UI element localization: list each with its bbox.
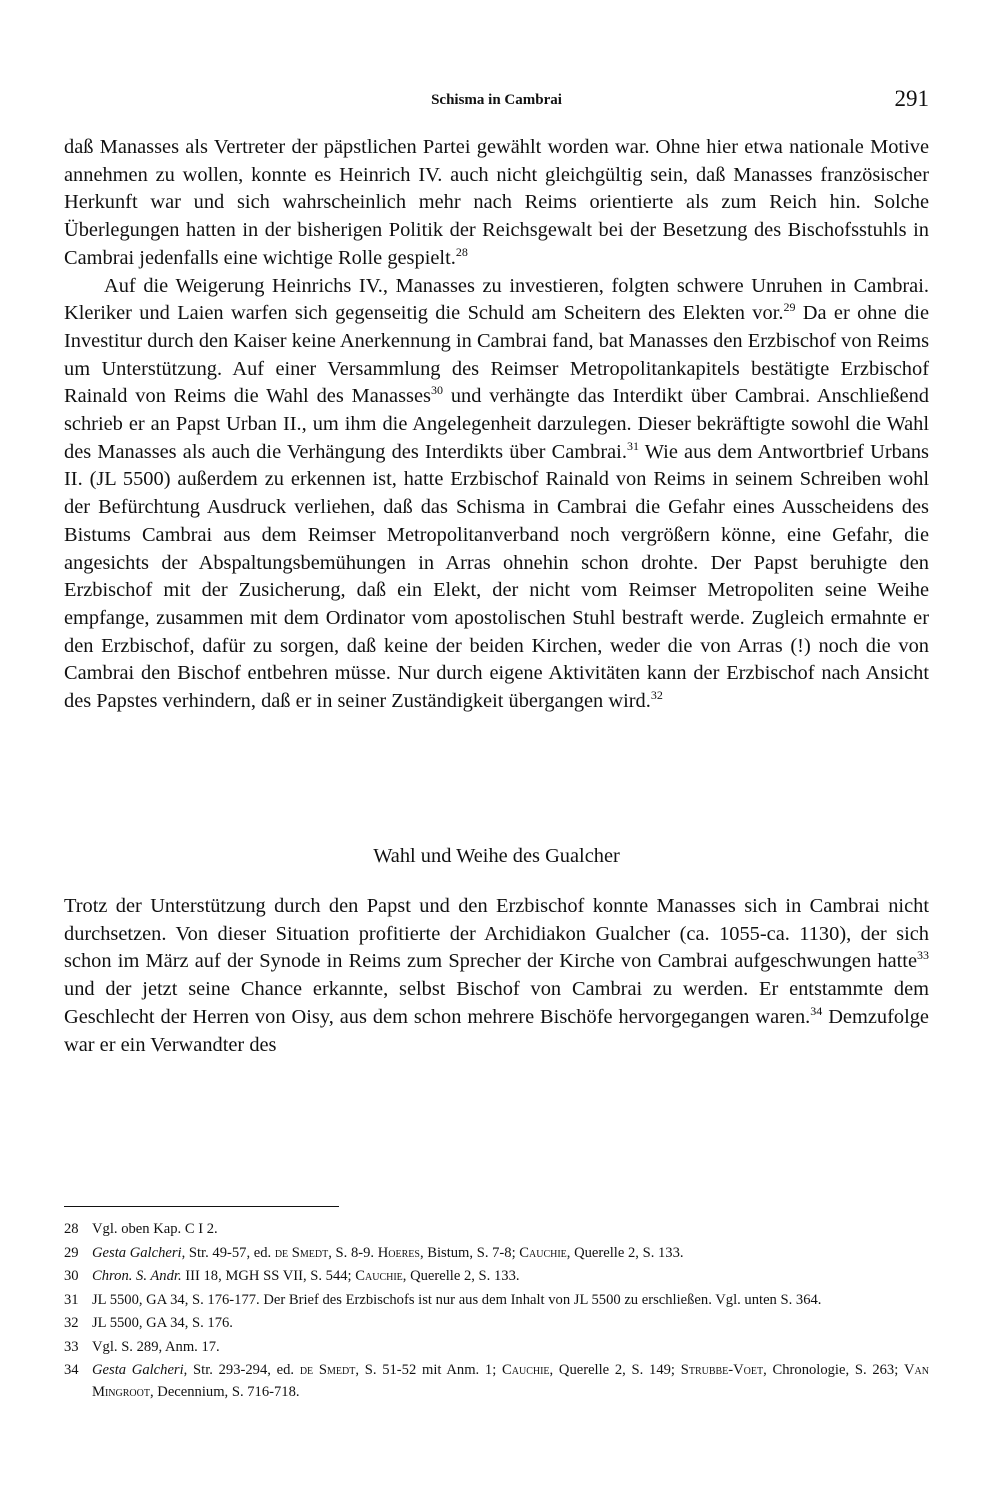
footnote-text: Gesta Galcheri (92, 1244, 182, 1261)
footnote-text: JL 5500, GA 34, S. 176. (92, 1315, 233, 1331)
footnote-author: Strubbe-Voet (680, 1362, 764, 1378)
footnote-33 (64, 1336, 929, 1358)
footnote-30 (64, 1265, 929, 1287)
running-head (64, 86, 929, 120)
page-number: 291 (894, 86, 929, 111)
section-heading: Wahl und Weihe des Gualcher (373, 845, 620, 867)
footnote-ref: 31 (626, 438, 639, 453)
paragraph-2 (64, 273, 929, 716)
footnote-author: Hoeres (377, 1244, 420, 1261)
footnote-text: , Querelle 2, S. 149; (549, 1362, 681, 1378)
footnote-text: , Chronologie, S. 263; (763, 1362, 905, 1378)
paragraph-text: Demzufolge war er ein Verwandter des (64, 1005, 929, 1056)
running-title: Schisma in Cambrai (431, 92, 562, 108)
footnote-author: Cauchie (355, 1268, 403, 1284)
footnote-text: Vgl. oben Kap. C I 2. (92, 1221, 218, 1237)
section-text (64, 893, 929, 1059)
paragraph-1 (64, 134, 929, 273)
footnote-text: , Str. 293-294, ed. (183, 1362, 300, 1378)
paragraph-text: Da er ohne die Investitur durch den Kaiser keine Anerkennung in Cambrai fand, bat Manasses den Erzbischof von Reims um Unterstützung. Auf einer Versammlung des Reimser Metropolitankapitels bestätigte Erzbischof Rainald von Reims die Wahl des Manasses (64, 302, 929, 408)
footnotes (64, 1218, 929, 1405)
footnote-ref: 30 (430, 383, 443, 398)
footnote-ref: 28 (455, 245, 468, 260)
footnote-text: Chron. S. Andr. (92, 1268, 182, 1284)
footnote-number: 31 (64, 1291, 79, 1308)
footnote-ref: 32 (650, 688, 663, 703)
footnote-divider (64, 1206, 339, 1207)
paragraph-3 (64, 893, 929, 1059)
footnote-28 (64, 1218, 929, 1240)
footnote-author: Cauchie (519, 1244, 567, 1261)
footnote-text: , Str. 49-57, ed. (181, 1244, 275, 1261)
footnote-author: Van Mingroot (92, 1362, 929, 1400)
paragraph-text: Auf die Weigerung Heinrichs IV., Manasses zu investieren, folgten schwere Unruhen in Cambrai. Kleriker und Laien warfen sich gegenseitig die Schuld am Scheitern des Elekten vor. (64, 274, 929, 325)
footnote-text: , Decennium, S. 716-718. (149, 1384, 300, 1400)
footnote-number: 32 (64, 1315, 79, 1331)
footnote-number: 30 (64, 1268, 79, 1284)
main-text (64, 134, 929, 716)
paragraph-text: daß Manasses als Vertreter der päpstlichen Partei gewählt worden war. Ohne hier etwa nationale Motive annehmen zu wollen, konnte es Heinrich IV. auch nicht gleichgültig sein, daß Manasses französischer Herkunft war und sich wahrscheinlich mehr nach Reims orientierte als zum Reich hin. Solche Überlegungen hatten in der bisherigen Politik der Reichsgewalt bei der Besetzung des Bischofsstuhls in Cambrai jedenfalls eine wichtige Rolle gespielt. (64, 136, 929, 269)
footnote-text: Vgl. S. 289, Anm. 17. (92, 1338, 220, 1355)
book-page (64, 0, 929, 1507)
footnote-34 (64, 1359, 929, 1403)
footnote-author: de Smedt (274, 1244, 329, 1261)
footnote-author: Cauchie (502, 1362, 550, 1378)
footnote-ref: 29 (783, 300, 796, 315)
footnote-number: 29 (64, 1244, 79, 1261)
paragraph-text: Wie aus dem Antwortbrief Urbans II. (JL 5500) außerdem zu erkennen ist, hatte Erzbischof Rainald von Reims in seinem Schreiben wohl der Befürchtung Ausdruck verliehen, daß das Schisma in Cambrai die Gefahr eines Ausscheidens des Bistums Cambrai aus dem Reimser Metropolitanverband noch vergrößern könne, eine Gefahr, die angesichts der Abspaltungsbemühungen in Arras ohnehin schon drohte. Der Papst beruhigte den Erzbischof mit der Zusicherung, daß ein Elekt, der nicht vom Reimser Metropoliten seine Weihe empfange, zusammen mit dem Ordinator vom apostolischen Stuhl bestraft werde. Zugleich ermahnte er den Erzbischof, dafür zu sorgen, daß keine der beiden Kirchen, weder die von Arras (!) noch die von Cambrai den Bischof entbehren müsse. Nur durch eigene Aktivitäten kann der Erzbischof nach Ansicht des Papstes verhindern, daß er in seiner Zuständigkeit übergangen wird. (64, 440, 929, 713)
footnote-text: , Querelle 2, S. 133. (402, 1268, 520, 1284)
footnote-ref: 34 (810, 1004, 823, 1019)
footnote-32 (64, 1312, 929, 1334)
footnote-text: JL 5500, GA 34, S. 176-177. Der Brief des Erzbischofs ist nur aus dem Inhalt von JL 5500 zu erschließen. Vgl. unten S. 364. (92, 1291, 822, 1308)
paragraph-text: Trotz der Unterstützung durch den Papst und den Erzbischof konnte Manasses sich in Cambrai nicht durchsetzen. Von dieser Situation profitierte der Archidiakon Gualcher (ca. 1055-ca. 1130), der sich schon im März auf der Synode in Reims zum Sprecher der Kirche von Cambrai aufgeschwungen hatte (64, 895, 929, 973)
footnote-text: , S. 51-52 mit Anm. 1; (355, 1362, 503, 1378)
footnote-29 (64, 1242, 929, 1264)
paragraph-text: und der jetzt seine Chance erkannte, selbst Bischof von Cambrai zu werden. Er entstammte dem Geschlecht der Herren von Oisy, aus dem schon mehrere Bischöfe hervorgegangen waren. (64, 978, 929, 1028)
footnote-number: 34 (64, 1362, 79, 1378)
footnote-text: Gesta Galcheri (92, 1362, 184, 1378)
footnote-text: , Bistum, S. 7-8; (419, 1244, 520, 1261)
footnote-author: de Smedt (299, 1362, 356, 1378)
footnote-text: , S. 8-9. (328, 1244, 378, 1261)
paragraph-text: und verhängte das Interdikt über Cambrai. Anschließend schrieb er an Papst Urban II., um ihm die Angelegenheit darzulegen. Dieser bekräftigte sowohl die Wahl des Manasses als auch die Verhängung des Interdikts über Cambrai. (64, 385, 929, 463)
footnote-31 (64, 1289, 929, 1311)
footnote-number: 28 (64, 1221, 79, 1237)
footnote-text: III 18, MGH SS VII, S. 544; (181, 1268, 356, 1284)
footnote-ref: 33 (917, 948, 929, 963)
footnote-text: , Querelle 2, S. 133. (566, 1244, 684, 1261)
footnote-number: 33 (64, 1338, 79, 1355)
